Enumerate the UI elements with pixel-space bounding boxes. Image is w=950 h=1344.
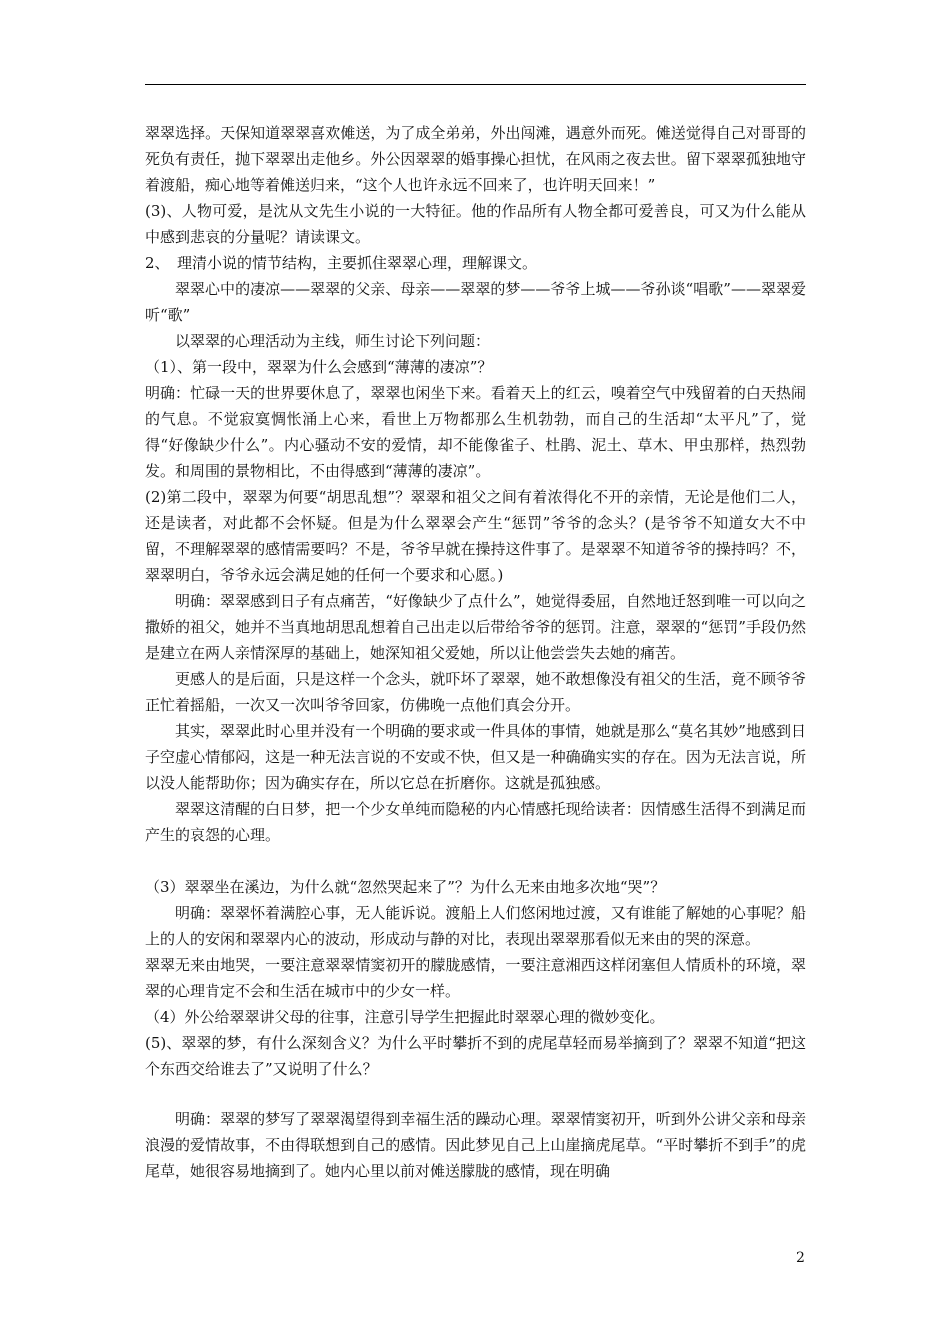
paragraph: (2)第二段中，翠翠为何要“胡思乱想”？翠翠和祖父之间有着浓得化不开的亲情，无论是他们二人，还是读者，对此都不会怀疑。但是为什么翠翠会产生“惩罚”爷爷的念头？(是爷爷不知道女大不中留，不理解翠翠的感情需要吗？不是，爷爷早就在操持这件事了。是翠翠不知道爷爷的操持吗？不，翠翠明白，爷爷永远会满足她的任何一个要求和心愿。) [145,488,806,584]
page-number: 2 [796,1250,805,1266]
paragraph: (3)、人物可爱，是沈从文先生小说的一大特征。他的作品所有人物全都可爱善良，可又为什么能从中感到悲哀的分量呢？请读课文。 [145,202,806,246]
paragraph: (5)、翠翠的梦，有什么深刻含义？为什么平时攀折不到的虎尾草轻而易举摘到了？翠翠不知道“把这个东西交给谁去了”又说明了什么？ [145,1034,806,1078]
paragraph: 更感人的是后面，只是这样一个念头，就吓坏了翠翠，她不敢想像没有祖父的生活，竟不顾爷爷正忙着摇船，一次又一次叫爷爷回家，仿佛晚一点他们真会分开。 [145,670,806,714]
paragraph: 以翠翠的心理活动为主线，师生讨论下列问题： [175,332,491,350]
paragraph: 明确：翠翠的梦写了翠翠渴望得到幸福生活的躁动心理。翠翠情窦初开，听到外公讲父亲和母亲浪漫的爱情故事，不由得联想到自己的感情。因此梦见自己上山崖摘虎尾草。“平时攀折不到手”的虎尾草，她很容易地摘到了。她内心里以前对傩送朦胧的感情，现在明确 [145,1110,806,1180]
paragraph: （4）外公给翠翠讲父母的往事，注意引导学生把握此时翠翠心理的微妙变化。 [145,1008,665,1026]
paragraph: 翠翠心中的凄凉——翠翠的父亲、母亲——翠翠的梦——爷爷上城——爷孙谈“唱歌”——翠翠爱听“歌” [145,280,806,324]
header-rule [145,84,806,85]
paragraph: 2、 理清小说的情节结构，主要抓住翠翠心理，理解课文。 [145,254,538,272]
page-body [145,120,806,1184]
paragraph: （3）翠翠坐在溪边，为什么就“忽然哭起来了”？为什么无来由地多次地“哭”？ [145,878,666,896]
paragraph: 明确：忙碌一天的世界要休息了，翠翠也闲坐下来。看着天上的红云，嗅着空气中残留着的白天热闹的气息。不觉寂寞惆怅涌上心来，看世上万物都那么生机勃勃，而自己的生活却“太平凡”了，觉得“好像缺少什么”。内心骚动不安的爱情，却不能像雀子、杜鹃、泥土、草木、甲虫那样，热烈勃发。和周围的景物相比，不由得感到“薄薄的凄凉”。 [145,384,806,480]
paragraph: 明确：翠翠感到日子有点痛苦，“好像缺少了点什么”，她觉得委屈，自然地迁怒到唯一可以向之撒娇的祖父，她并不当真地胡思乱想着自己出走以后带给爷爷的惩罚。注意，翠翠的“惩罚”手段仍然是建立在两人亲情深厚的基础上，她深知祖父爱她，所以让他尝尝失去她的痛苦。 [145,592,806,662]
paragraph: 翠翠选择。天保知道翠翠喜欢傩送，为了成全弟弟，外出闯滩，遇意外而死。傩送觉得自己对哥哥的死负有责任，抛下翠翠出走他乡。外公因翠翠的婚事操心担忧，在风雨之夜去世。留下翠翠孤独地守着渡船，痴心地等着傩送归来，“这个人也许永远不回来了，也许明天回来！” [145,124,806,194]
paragraph: （1）、第一段中，翠翠为什么会感到“薄薄的凄凉”？ [145,358,493,376]
paragraph: 翠翠这清醒的白日梦，把一个少女单纯而隐秘的内心情感托现给读者：因情感生活得不到满足而产生的哀怨的心理。 [145,800,806,844]
paragraph: 其实，翠翠此时心里并没有一个明确的要求或一件具体的事情，她就是那么“莫名其妙”地感到日子空虚心情郁闷，这是一种无法言说的不安或不快，但又是一种确确实实的存在。因为无法言说，所以没人能帮助你；因为确实存在，所以它总在折磨你。这就是孤独感。 [145,722,806,792]
paragraph: 翠翠无来由地哭，一要注意翠翠情窦初开的朦胧感情，一要注意湘西这样闭塞但人情质朴的环境，翠翠的心理肯定不会和生活在城市中的少女一样。 [145,956,806,1000]
paragraph: 明确：翠翠怀着满腔心事，无人能诉说。渡船上人们悠闲地过渡，又有谁能了解她的心事呢？船上的人的安闲和翠翠内心的波动，形成动与静的对比，表现出翠翠那看似无来由的哭的深意。 [145,904,806,948]
